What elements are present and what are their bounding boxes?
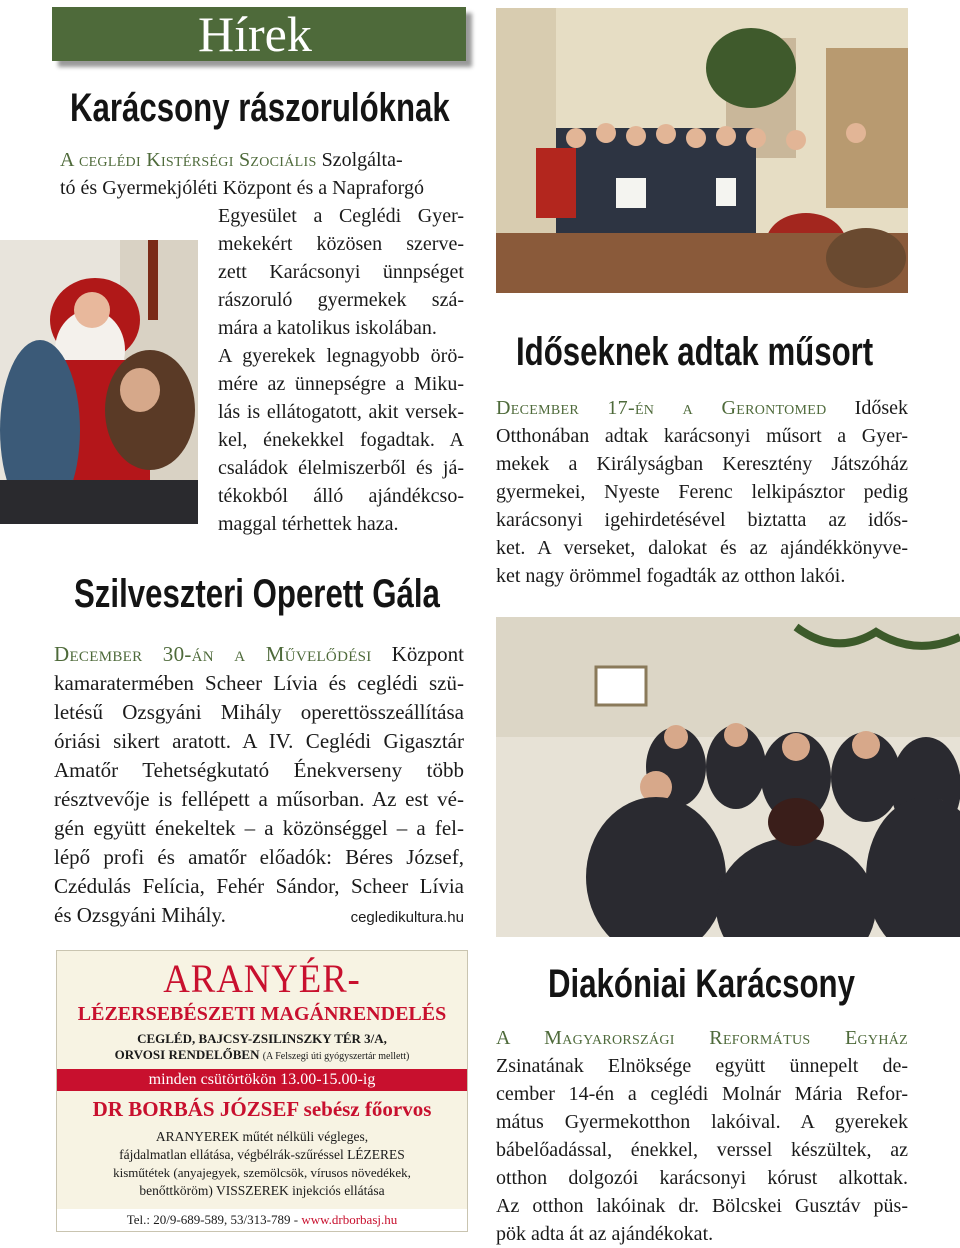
section-header xyxy=(52,7,466,61)
article2-line-7: lépő profi és amatőr előadók: Béres József, xyxy=(54,845,464,869)
audience-photo xyxy=(496,617,960,937)
article2-line-9: és Ozsgyáni Mihály. cegledikultura.hu xyxy=(54,901,464,930)
article2-line-2: letésű Ozsgyáni Mihály operettösszeállítása xyxy=(54,700,464,724)
santa-photo xyxy=(0,240,198,524)
article2-line-6: gén együtt énekeltek – a közönséggel – a fel- xyxy=(54,816,464,840)
article2-line-3: óriási sikert aratott. A IV. Ceglédi Gigasztár xyxy=(54,729,464,753)
article1-body xyxy=(60,146,464,202)
article2-headline: Szilveszteri Operett Gála xyxy=(74,572,440,616)
article4-line-4: otthon dolgozói karácsonyi kórust alkottak. xyxy=(496,1167,908,1189)
article1-line-4: zett Karácsonyi ünnpséget xyxy=(218,261,464,283)
ad-phone: Tel.: 20/9-689-589, 53/313-789 - xyxy=(126,1212,299,1227)
article1-line-9: lás is ellátogatott, akit versek- xyxy=(218,401,464,423)
article1-line-0: A ceglédi Kistérségi Szociális Szolgálta- xyxy=(60,149,403,171)
article1-line-12: tékokból álló ajándékcso- xyxy=(218,485,464,507)
article4-line-2: mátus Gyermekotthon lakóival. A gyerekek xyxy=(496,1111,908,1133)
article1-headline: Karácsony rászorulóknak xyxy=(70,86,450,130)
article4-line-0: Zsinatának Elnöksége együtt ünnepelt de- xyxy=(496,1055,908,1077)
article4-body xyxy=(496,1024,908,1248)
article3-lead: December 17-én a Gerontomed xyxy=(496,397,827,419)
article3-body xyxy=(496,394,908,590)
ad-hours: minden csütörtökön 13.00-15.00-ig xyxy=(148,1071,376,1088)
article1-line-8: mére az ünnepségre a Miku- xyxy=(218,373,464,395)
article3-headline: Időseknek adtak műsort xyxy=(516,330,874,374)
article4-line-6: pök adta át az ajándékokat. xyxy=(496,1223,714,1245)
article2-body xyxy=(54,640,464,930)
article2-lead: December 30-án a Művelődési xyxy=(54,642,372,666)
article2-line-8: Czédulás Felícia, Fehér Sándor, Scheer Lívia xyxy=(54,874,464,898)
article3-line-3: gyermekei, Nyeste Ferenc lelkipásztor pedig xyxy=(496,481,908,503)
advertisement xyxy=(56,950,468,1232)
article2-line-4: Amatőr Tehetségkutató Énekverseny több xyxy=(54,758,464,782)
article3-line-2: mekek a Királyságban Keresztény Játszóház xyxy=(496,453,908,475)
ad-office: ORVOSI RENDELŐBEN xyxy=(114,1047,260,1062)
article2-line-5: résztvevője is fellépett a műsorban. Az est vé- xyxy=(54,787,464,811)
article1-line-10: kel, énekekkel fogadtak. A xyxy=(218,429,464,451)
article4-line-3: bábelőadással, énekkel, verssel készültek, az xyxy=(496,1139,908,1161)
article2-line-1: kamaratermében Scheer Lívia és ceglédi szü- xyxy=(54,671,464,695)
article1-lead: A ceglédi Kistérségi Szociális xyxy=(60,149,317,171)
article4-lead: A Magyarországi Református Egyház xyxy=(496,1027,908,1049)
article1-line-1: tó és Gyermekjóléti Központ és a Napraforgó xyxy=(60,177,424,199)
article1-line-6: mára a katolikus iskolában. xyxy=(218,317,437,339)
article4-line-lead xyxy=(496,1024,908,1052)
ad-office-line xyxy=(57,1047,467,1063)
article3-line-4: karácsonyi igehirdetésével biztatta az idős- xyxy=(496,509,908,531)
article1-line-2: Egyesület a Ceglédi Gyer- xyxy=(218,205,464,227)
article3-line-6: ket nagy örömmel fogadták az otthon lakói. xyxy=(496,565,846,587)
ad-website[interactable]: www.drborbasj.hu xyxy=(301,1212,398,1227)
article4-line-1: cember 14-én a ceglédi Molnár Mária Refor- xyxy=(496,1083,908,1105)
article1-line-11: családok élelmiszerből és já- xyxy=(218,457,464,479)
ad-subtitle: LÉZERSEBÉSZETI MAGÁNRENDELÉS xyxy=(77,1003,447,1025)
article2-line-0: December 30-án a Művelődési Központ xyxy=(54,642,464,666)
article2-source: cegledikultura.hu xyxy=(350,909,464,926)
ad-desc-2: kisműtétek (anyajegyek, szemölcsök, vírusos növedékek, xyxy=(113,1165,411,1180)
article1-line-7: A gyerekek legnagyobb örö- xyxy=(218,345,464,367)
ad-address: CEGLÉD, BAJCSY-ZSILINSZKY TÉR 3/A, xyxy=(137,1031,387,1046)
article1-line-3: mekekért közösen szerve- xyxy=(218,233,464,255)
ad-office-note: (A Felszegi úti gyógyszertár mellett) xyxy=(262,1051,410,1062)
article3-line-5: ket. A verseket, dalokat és az ajándékkönyve- xyxy=(496,537,908,559)
article1-body-column xyxy=(218,202,464,538)
article1-line-13: maggal térhettek haza. xyxy=(218,513,399,535)
article4-line-5: Az otthon lakóinak dr. Bölcskei Gusztáv püs- xyxy=(496,1195,908,1217)
article4-headline: Diakóniai Karácsony xyxy=(548,962,855,1006)
section-title: Hírek xyxy=(198,6,312,62)
ad-desc-0: ARANYEREK műtét nélküli végleges, xyxy=(155,1129,369,1144)
ad-hours-bar xyxy=(57,1069,467,1091)
ad-desc-1: fájdalmatlan ellátása, végbélrák-szűréssel LÉZERES xyxy=(119,1147,405,1162)
article1-line-5: rászoruló gyermekek szá- xyxy=(218,289,464,311)
children-performance-photo xyxy=(496,8,908,293)
article3-line-0: December 17-én a Gerontomed Idősek xyxy=(496,397,908,419)
ad-doctor: DR BORBÁS JÓZSEF sebész főorvos xyxy=(92,1097,432,1121)
ad-desc-3: benőttköröm) VISSZEREK injekciós ellátása xyxy=(139,1183,385,1198)
ad-brand: ARANYÉR- xyxy=(163,956,361,1001)
article3-line-1: Otthonában adtak karácsonyi műsort a Gyer- xyxy=(496,425,908,447)
ad-contact-bar xyxy=(57,1209,467,1231)
